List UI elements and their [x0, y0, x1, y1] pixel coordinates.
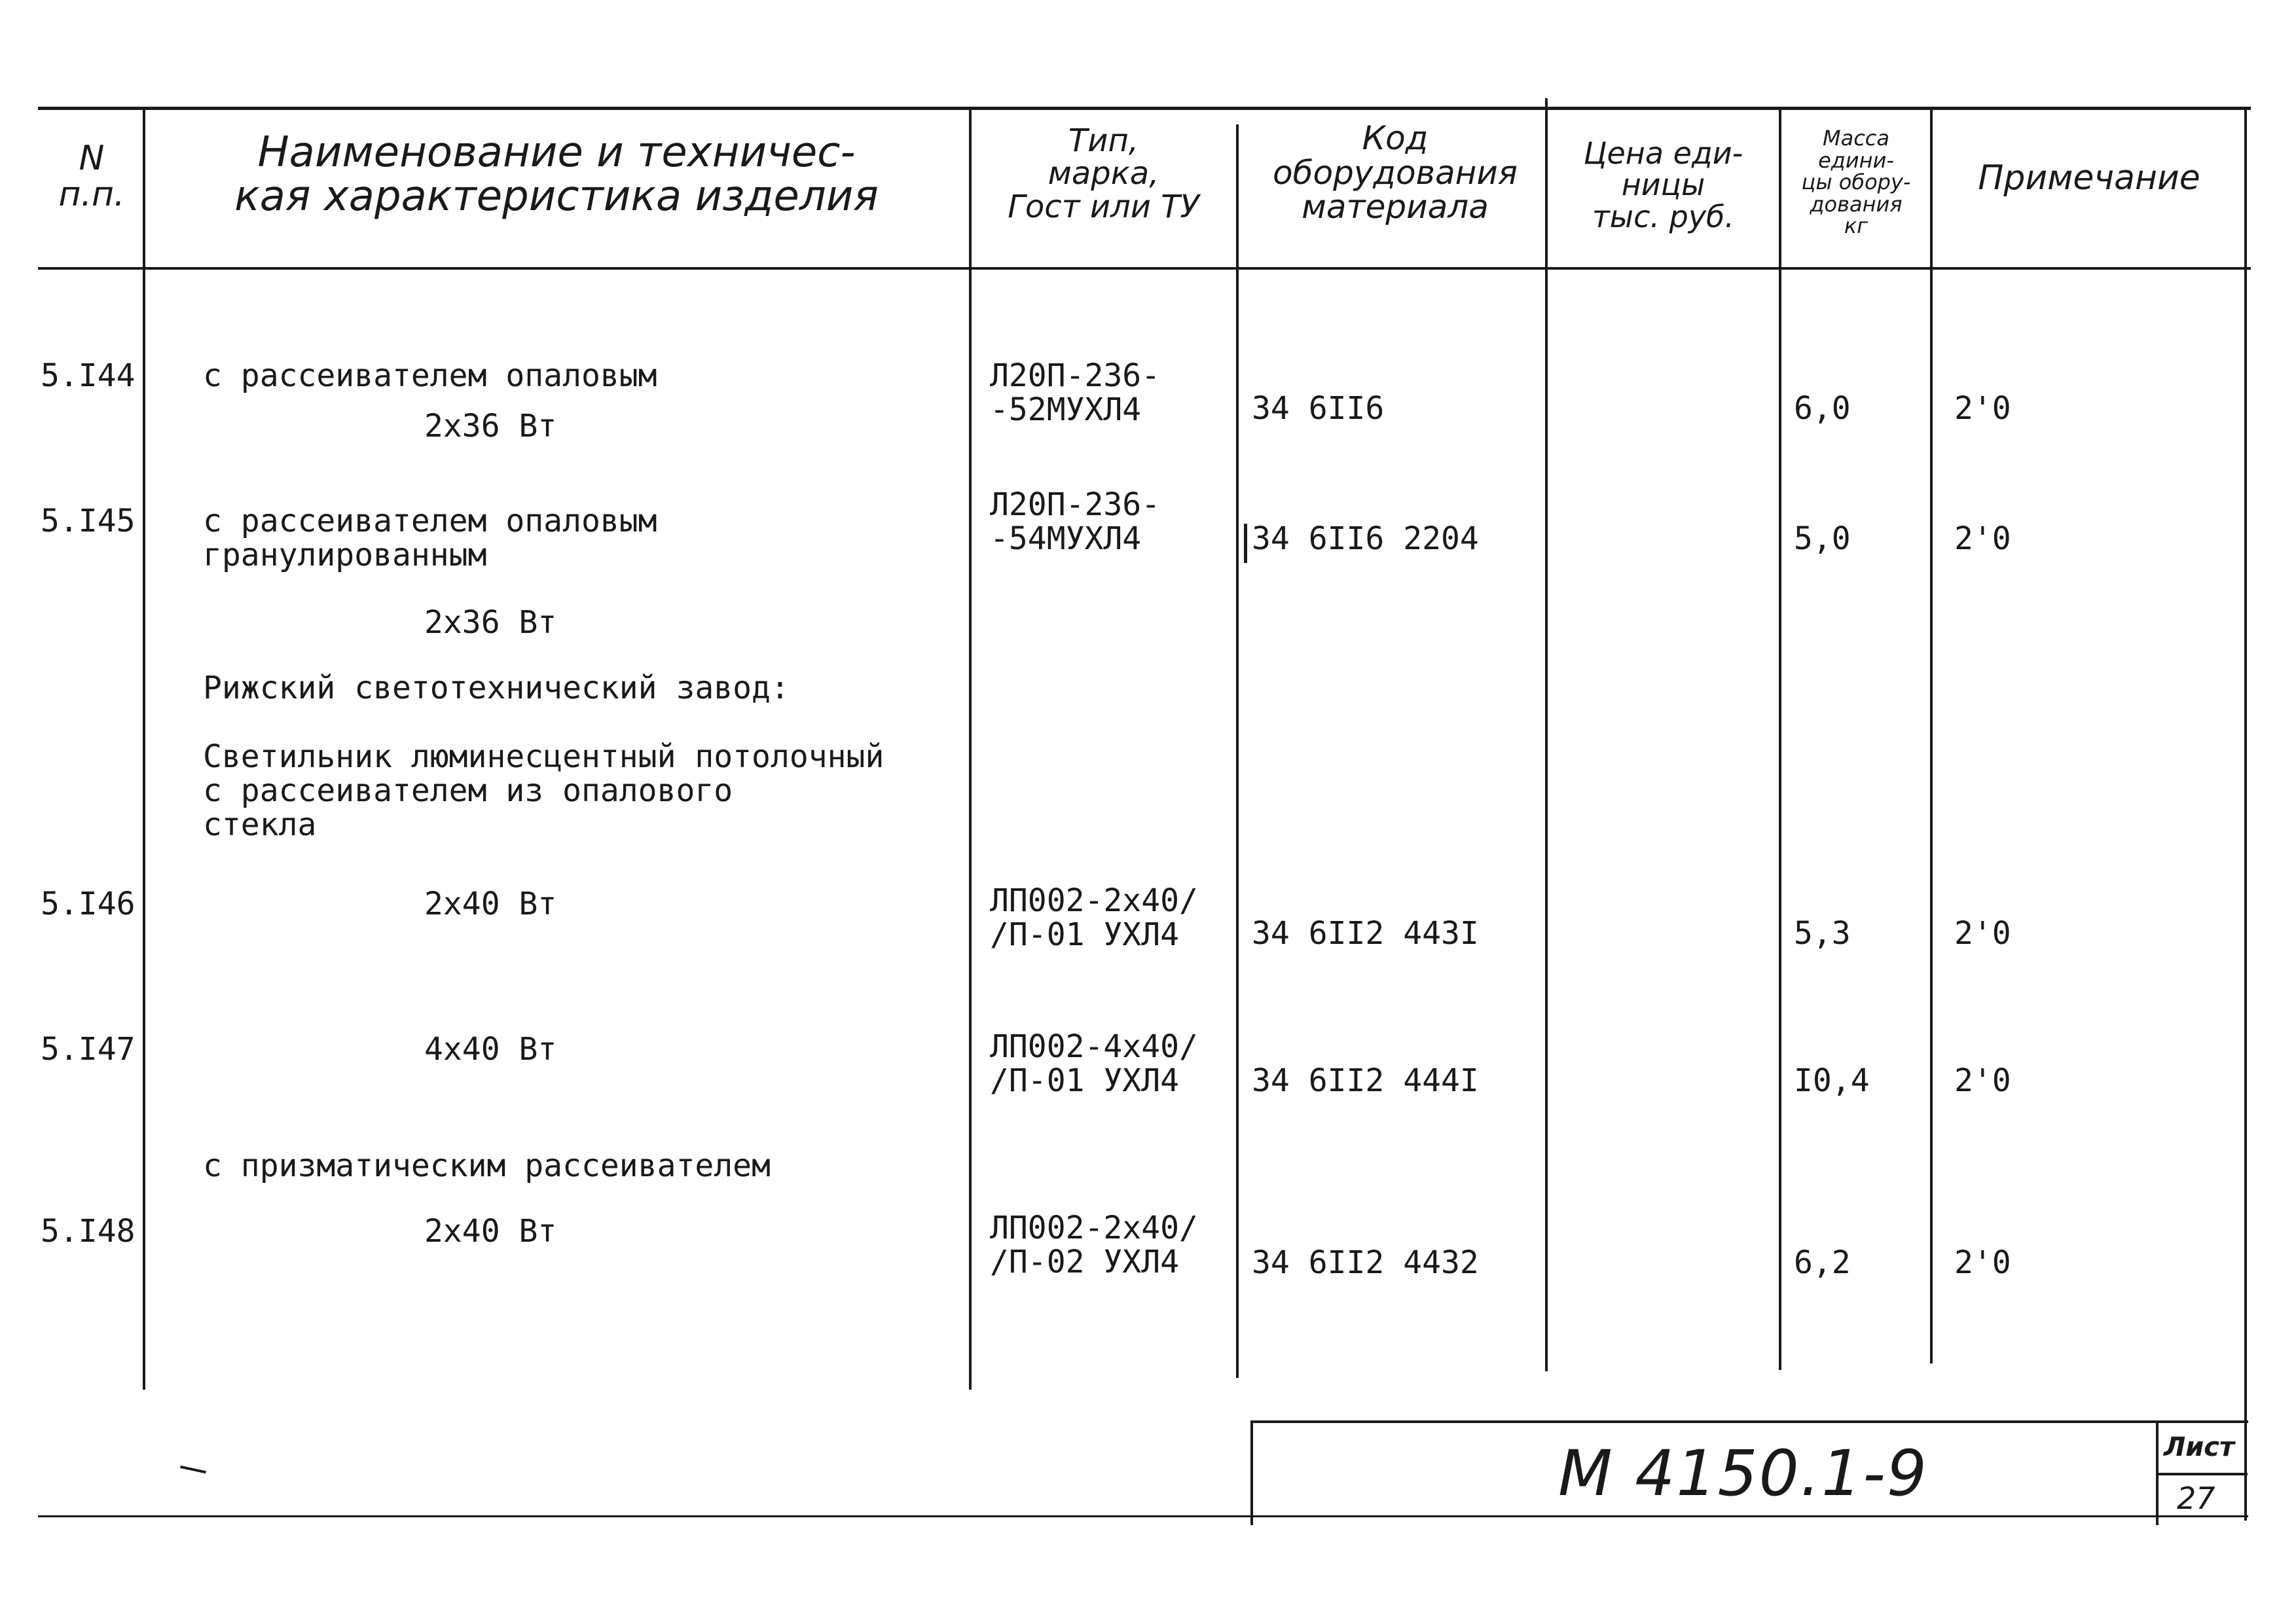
header-name: Наименование и техничес- кая характеристика изделия	[234, 128, 879, 221]
row-note: 2'0	[1954, 390, 2011, 427]
header-mass: Масса едини- цы обору- дования кг	[1801, 126, 1911, 239]
col-divider-4	[1545, 98, 1548, 1371]
sheet-label: Лист	[2164, 1432, 2235, 1462]
row-note: 2'0	[1954, 1062, 2011, 1099]
col-divider-3	[1236, 124, 1239, 1378]
row-num: 5.I45	[41, 503, 136, 539]
stamp-sheet-mid	[2156, 1473, 2248, 1475]
section-heading: Рижский светотехнический завод:	[203, 670, 790, 706]
row-code: 34 6II2 444I	[1252, 1062, 1479, 1099]
col-divider-2	[969, 107, 972, 1390]
row-code: 34 6II2 443I	[1252, 915, 1479, 952]
sheet-number: 27	[2177, 1481, 2215, 1516]
row-power: 2x40 Вт	[424, 1213, 557, 1250]
section-heading: Светильник люминесцентный потолочный с рассеивателем из опалового стекла	[203, 738, 884, 843]
document-code: М 4150.1-9	[1558, 1437, 1928, 1510]
row-mass: 5,3	[1794, 915, 1851, 952]
row-code: 34 6II2 4432	[1252, 1244, 1479, 1281]
row-mass: 6,2	[1794, 1244, 1851, 1281]
stray-mark	[180, 1466, 206, 1473]
section-heading: с призматическим рассеивателем	[203, 1147, 771, 1184]
header-type: Тип, марка, Гост или ТУ	[1008, 122, 1199, 225]
row-code: 34 6II6	[1252, 390, 1385, 427]
page-bottom-line	[38, 1515, 2248, 1517]
row-note: 2'0	[1954, 1244, 2011, 1281]
row-name: с рассеивателем опаловым	[203, 357, 657, 394]
row-mass: 6,0	[1794, 390, 1851, 427]
header-price: Цена еди- ницы тыс. руб.	[1583, 135, 1743, 234]
row-type: ЛП002-4x40/ /П-01 УХЛ4	[990, 1028, 1198, 1099]
row-code: 34 6II6 2204	[1252, 520, 1479, 557]
stamp-left-border	[1250, 1420, 1253, 1525]
col-divider-1	[143, 107, 145, 1390]
header-num: N п.п.	[58, 139, 125, 214]
row-power: 4x40 Вт	[424, 1031, 557, 1068]
row-mass: 5,0	[1794, 520, 1851, 557]
row-num: 5.I46	[41, 886, 136, 922]
header-note: Примечание	[1978, 158, 2200, 198]
row-num: 5.I48	[41, 1213, 136, 1250]
row-note: 2'0	[1954, 520, 2011, 557]
table-right-border	[2244, 107, 2247, 1521]
row-mass: I0,4	[1794, 1062, 1870, 1099]
col-divider-5	[1779, 107, 1781, 1370]
row-note: 2'0	[1954, 915, 2011, 952]
row-name: с рассеивателем опаловым гранулированным	[203, 503, 657, 573]
row-type: ЛП002-2x40/ /П-01 УХЛ4	[990, 882, 1198, 953]
table-top-border	[38, 107, 2251, 110]
header-bottom-border	[38, 267, 2251, 270]
row-type: Л20П-236- -54МУХЛ4	[990, 486, 1161, 557]
row-type: ЛП002-2x40/ /П-02 УХЛ4	[990, 1210, 1198, 1280]
row-num: 5.I47	[41, 1031, 136, 1068]
row-type: Л20П-236- -52МУХЛ4	[990, 357, 1161, 428]
row-power: 2x36 Вт	[424, 408, 557, 444]
code-margin-mark	[1244, 524, 1247, 563]
header-code: Код оборудования материала	[1273, 119, 1518, 226]
row-power: 2x36 Вт	[424, 604, 557, 641]
row-num: 5.I44	[41, 357, 136, 394]
stamp-top-border	[1252, 1420, 2248, 1423]
row-power: 2x40 Вт	[424, 886, 557, 922]
col-divider-6	[1930, 107, 1933, 1363]
